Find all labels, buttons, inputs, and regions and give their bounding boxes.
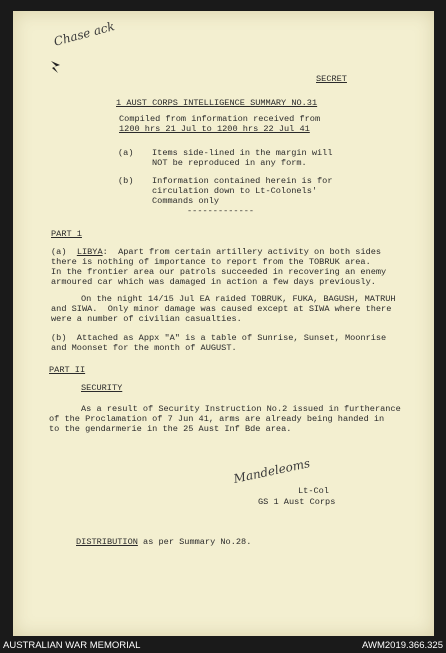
distribution-label: DISTRIBUTION <box>76 537 138 547</box>
part2-heading: PART II <box>49 365 86 375</box>
page-title: 1 AUST CORPS INTELLIGENCE SUMMARY NO.31 <box>116 98 318 108</box>
footer-credit: AUSTRALIAN WAR MEMORIAL <box>3 640 141 651</box>
note-a-line-2: NOT be reproduced in any form. <box>152 158 307 168</box>
compiled-line-1: Compiled from information received from <box>119 114 321 124</box>
part1-a-line-3: In the frontier area our patrols succeeded in recovering an enemy <box>51 267 387 277</box>
footer-bar <box>0 637 446 653</box>
note-b-marker: (b) <box>118 176 134 186</box>
distribution-text: as per Summary No.28. <box>137 537 252 547</box>
separator: ------------- <box>187 206 255 216</box>
footer-accession-number: AWM2019.366.325 <box>362 640 443 651</box>
part1-p2-line-3: were a number of civilian casualties. <box>51 314 242 324</box>
security-heading: SECURITY <box>81 383 123 393</box>
handwritten-note: Chase ack <box>52 19 117 49</box>
part1-p2-line-1: On the night 14/15 Jul EA raided TOBRUK, FUKA, BAGUSH, MATRUH <box>81 294 396 304</box>
security-line-3: to the gendarmerie in the 25 Aust Inf Bde area. <box>49 424 292 434</box>
handwritten-mark-icon <box>49 59 63 75</box>
part1-a-label: LIBYA <box>76 247 103 257</box>
note-b-line-2: circulation down to Lt-Colonels' <box>152 186 318 196</box>
part1-heading: PART 1 <box>51 229 82 239</box>
classification: SECRET <box>316 74 347 84</box>
note-a-line-1: Items side-lined in the margin will <box>152 148 333 158</box>
part1-a-line-1 <box>51 247 381 257</box>
security-line-2: of the Proclamation of 7 Jun 41, arms are already being handed in <box>49 414 385 424</box>
part1-a-line-2: there is nothing of importance to report from the TOBRUK area. <box>51 257 371 267</box>
part1-b-line-2: and Moonset for the month of AUGUST. <box>51 343 237 353</box>
distribution-line <box>76 537 251 547</box>
signer-unit: GS 1 Aust Corps <box>258 497 336 507</box>
part1-p2-line-2: and SIWA. Only minor damage was caused except at SIWA where there <box>51 304 392 314</box>
part1-b-line-1: (b) Attached as Appx "A" is a table of Sunrise, Sunset, Moonrise <box>51 333 387 343</box>
compiled-line-2: 1200 hrs 21 Jul to 1200 hrs 22 Jul 41 <box>119 124 310 134</box>
note-b-line-3: Commands only <box>152 196 220 206</box>
part1-a-text: : Apart from certain artillery activity on both sides <box>102 247 382 257</box>
security-line-1: As a result of Security Instruction No.2 issued in furtherance <box>81 404 401 414</box>
signature: Mandeleoms <box>232 456 312 486</box>
note-a-marker: (a) <box>118 148 134 158</box>
part1-a-marker: (a) <box>51 247 67 257</box>
note-b-line-1: Information contained herein is for <box>152 176 333 186</box>
part1-a-line-4: armoured car which was damaged in action a few days previously. <box>51 277 376 287</box>
signer-rank: Lt-Col <box>298 486 329 496</box>
document-page <box>13 11 434 636</box>
